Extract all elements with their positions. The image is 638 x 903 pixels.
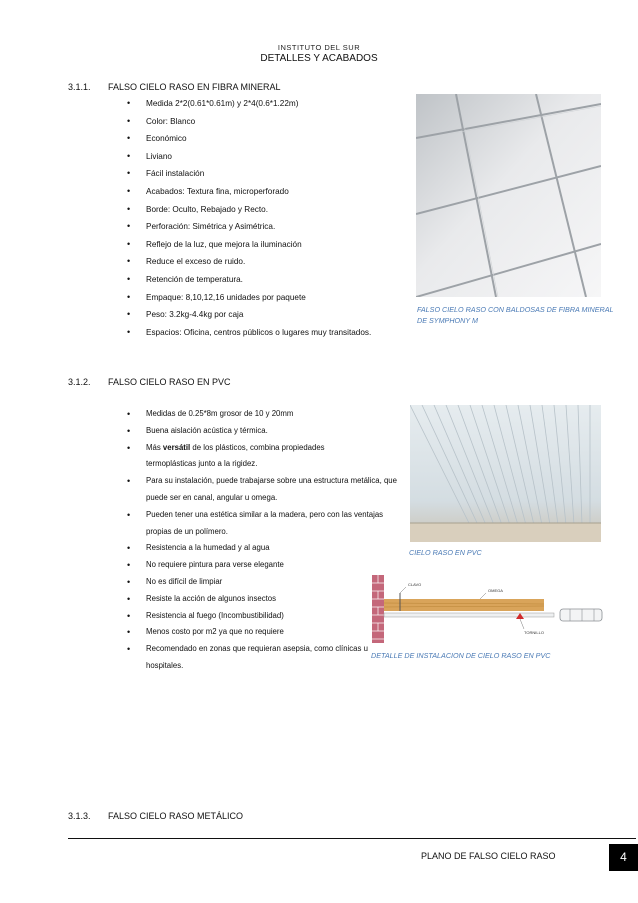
- section-number: 3.1.1.: [68, 82, 91, 92]
- list-item: • Pueden tener una estética similar a la madera, pero con las ventajas propias de un polímero.: [127, 507, 408, 541]
- list-item: • Fácil instalación: [127, 165, 377, 183]
- list-item: • Resistencia a la humedad y al agua: [127, 540, 409, 557]
- section-number: 3.1.2.: [68, 377, 91, 387]
- list-item-text: Más: [146, 442, 163, 452]
- pvc-installation-detail-drawing: [370, 575, 605, 645]
- list-item: • Medida 2*2(0.61*0.61m) y 2*4(0.6*1.22m): [127, 95, 377, 113]
- mineral-fiber-ceiling-image: [416, 94, 601, 297]
- list-item: • Perforación: Simétrica y Asimétrica.: [127, 218, 377, 236]
- list-item: • Empaque: 8,10,12,16 unidades por paquete: [127, 289, 377, 307]
- institution-header: INSTITUTO DEL SUR: [277, 43, 361, 52]
- list-item: • No requiere pintura para verse elegante: [127, 557, 409, 574]
- detail-label-clavo: CLAVO: [408, 582, 422, 587]
- section-title: FALSO CIELO RASO METÁLICO: [108, 811, 244, 821]
- detail-label-omega: OMEGA: [488, 588, 503, 593]
- detail-label-tornillo: TORNILLO: [524, 630, 544, 635]
- list-item: • Buena aislación acústica y térmica.: [127, 423, 409, 440]
- list-item: • No es difícil de limpiar: [127, 574, 409, 591]
- section-title: FALSO CIELO RASO EN FIBRA MINERAL: [108, 82, 281, 92]
- list-item: [127, 440, 376, 474]
- list-item: • Acabados: Textura fina, microperforado: [127, 183, 377, 201]
- list-item: • Borde: Oculto, Rebajado y Recto.: [127, 201, 377, 219]
- list-item: • Para su instalación, puede trabajarse sobre una estructura metálica, que puede ser en canal, angular u omega.: [127, 473, 406, 507]
- list-item: • Liviano: [127, 148, 377, 166]
- list-item: • Recomendado en zonas que requieran asepsia, como clínicas u hospitales.: [127, 641, 371, 675]
- list-item: • Menos costo por m2 ya que no requiere: [127, 624, 409, 641]
- pvc-features-list: [127, 406, 409, 675]
- page-number: 4: [609, 844, 638, 871]
- footer-divider: [68, 838, 636, 839]
- list-item: • Medidas de 0.25*8m grosor de 10 y 20mm: [127, 406, 409, 423]
- list-item: • Peso: 3.2kg-4.4kg por caja: [127, 306, 377, 324]
- list-item: • Resiste la acción de algunos insectos: [127, 591, 409, 608]
- list-item: • Reflejo de la luz, que mejora la iluminación: [127, 236, 377, 254]
- list-item: • Reduce el exceso de ruido.: [127, 253, 377, 271]
- list-item: • Color: Blanco: [127, 113, 377, 131]
- pvc-detail-caption: DETALLE DE INSTALACION DE CIELO RASO EN PVC: [371, 651, 551, 660]
- pvc-image-caption: CIELO RASO EN PVC: [409, 548, 482, 557]
- list-item: • Resistencia al fuego (Incombustibilidad): [127, 608, 409, 625]
- section-title: FALSO CIELO RASO EN PVC: [108, 377, 231, 387]
- list-item: • Económico: [127, 130, 377, 148]
- list-item: • Espacios: Oficina, centros públicos o lugares muy transitados.: [127, 324, 378, 342]
- list-item-emphasis: versátil: [162, 442, 191, 452]
- list-item-text: de los plásticos, combina propiedades termoplásticas junto a la rigidez.: [146, 442, 325, 469]
- mineral-fiber-image-caption: FALSO CIELO RASO CON BALDOSAS DE FIBRA MINERAL DE SYMPHONY M: [417, 305, 614, 325]
- section-number: 3.1.3.: [68, 811, 91, 821]
- footer-label: PLANO DE FALSO CIELO RASO: [421, 851, 556, 861]
- pvc-ceiling-image: [410, 405, 601, 542]
- page-title: DETALLES Y ACABADOS: [260, 53, 378, 64]
- list-item: • Retención de temperatura.: [127, 271, 377, 289]
- mineral-fiber-features-list: [127, 95, 377, 341]
